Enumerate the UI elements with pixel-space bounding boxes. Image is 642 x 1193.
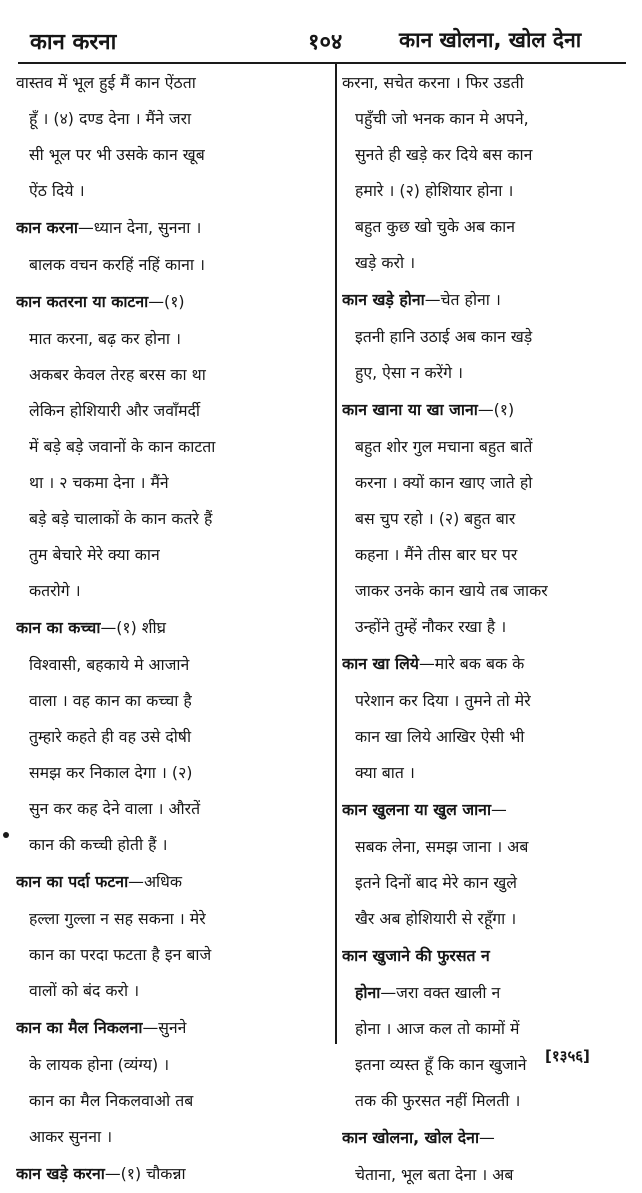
line-text: करना, सचेत करना । फिर उडती: [342, 73, 524, 92]
line-text: कान का मैल निकलवाओ तब: [29, 1091, 194, 1110]
text-line: [342, 537, 630, 573]
line-text: था । २ चकमा देना । मैंने: [29, 473, 169, 492]
line-text: बहुत कुछ खो चुके अब कान: [355, 217, 515, 236]
text-line: [342, 719, 630, 755]
text-line: [342, 865, 630, 901]
text-line: [342, 355, 630, 391]
text-line: [342, 173, 630, 209]
headword: कान खड़े होना: [342, 290, 425, 309]
text-line: [342, 245, 630, 281]
headword: कान खुलना या खुल जाना: [342, 800, 492, 819]
text-line: [342, 755, 630, 791]
text-line: [16, 719, 330, 755]
text-line: [342, 573, 630, 609]
line-text: कान का परदा फटता है इन बाजे: [29, 945, 212, 964]
line-text: —ध्यान देना, सुनना ।: [77, 218, 202, 237]
text-line: [16, 791, 330, 827]
text-line: [342, 465, 630, 501]
line-text: सुनते ही खड़े कर दिये बस कान: [355, 145, 533, 164]
text-line: [16, 647, 330, 683]
line-text: चेताना, भूल बता देना । अब: [355, 1165, 514, 1184]
line-text: —(१) चौकन्ना: [104, 1164, 186, 1183]
right-column: [342, 64, 630, 1193]
line-text: कतरोगे ।: [29, 581, 81, 600]
footer-code: [१३५६]: [545, 1047, 590, 1065]
line-text: तुम्हारे कहते ही वह उसे दोषी: [29, 727, 192, 746]
text-line: [342, 1157, 630, 1193]
headword: कान खाना या खा जाना: [342, 400, 478, 419]
line-text: बहुत शोर गुल मचाना बहुत बातें: [355, 437, 533, 456]
text-line: [16, 827, 330, 863]
line-text: —मारे बक बक के: [418, 654, 525, 673]
line-text: हमारे । (२) होशियार होना ।: [355, 181, 514, 200]
line-text: क्या बात ।: [355, 763, 415, 782]
entry-line: [342, 391, 630, 429]
line-text: ऐंठ दिये ।: [29, 181, 85, 200]
line-text: वालों को बंद करो ।: [29, 981, 140, 1000]
line-text: आकर सुनना ।: [29, 1127, 113, 1146]
line-text: हल्ला गुल्ला न सह सकना । मेरे: [29, 909, 206, 928]
text-line: [16, 321, 330, 357]
line-text: हुए, ऐसा न करेंगे ।: [355, 363, 463, 382]
text-line: [342, 1011, 630, 1047]
line-text: —(१) शीघ्र: [100, 618, 166, 637]
line-text: इतने दिनों बाद मेरे कान खुले: [355, 873, 518, 892]
left-column: [16, 64, 330, 1193]
line-text: लेकिन होशियारी और जवाँमर्दी: [29, 401, 201, 420]
entry-line: [16, 863, 330, 901]
entry-line: [342, 645, 630, 683]
text-line: [16, 501, 330, 537]
text-line: [16, 64, 330, 101]
text-line: [16, 429, 330, 465]
text-line: [16, 465, 330, 501]
line-text: —सुनने: [142, 1018, 187, 1037]
entry-line: [16, 283, 330, 321]
line-text: करना । क्यों कान खाए जाते हो: [355, 473, 533, 492]
line-text: इतनी हानि उठाई अब कान खड़े: [355, 327, 533, 346]
line-text: में बड़े बड़े जवानों के कान काटता: [29, 437, 216, 456]
text-line: [16, 573, 330, 609]
line-text: खैर अब होशियारी से रहूँगा ।: [355, 909, 517, 928]
header-right-guide-word: कान खोलना, खोल देना: [399, 28, 582, 52]
line-text: होना । आज कल तो कामों में: [355, 1019, 520, 1038]
line-text: हूँ । (४) दण्ड देना । मैंने जरा: [29, 109, 192, 128]
header-left-guide-word: कान करना: [30, 30, 117, 55]
line-text: कान खा लिये आखिर ऐसी भी: [355, 727, 525, 746]
line-text: —जरा वक्त खाली न: [380, 983, 501, 1002]
headword: कान कतरना या काटना: [16, 292, 149, 311]
text-line: [16, 101, 330, 137]
line-text: पहुँची जो भनक कान मे अपने,: [355, 109, 529, 128]
headword: कान खुजाने की फुरसत न: [342, 946, 490, 965]
line-text: कहना । मैंने तीस बार घर पर: [355, 545, 518, 564]
text-line: [342, 209, 630, 245]
entry-line: [342, 791, 630, 829]
entry-line: [16, 209, 330, 247]
text-line: [16, 1119, 330, 1155]
text-line: [342, 64, 630, 101]
line-text: —(१): [148, 292, 185, 311]
line-text: बड़े बड़े चालाकों के कान कतरे हैं: [29, 509, 213, 528]
line-text: वाला । वह कान का कच्चा है: [29, 691, 192, 710]
line-text: तक की फुरसत नहीं मिलती ।: [355, 1091, 521, 1110]
text-line: [16, 393, 330, 429]
running-header: [0, 0, 642, 62]
line-text: विश्वासी, बहकाये मे आजाने: [29, 655, 190, 674]
text-line: [16, 1047, 330, 1083]
text-line: [342, 501, 630, 537]
text-line: [342, 683, 630, 719]
text-line: [342, 975, 630, 1011]
line-text: बस चुप रहो । (२) बहुत बार: [355, 509, 516, 528]
line-text: —चेत होना ।: [424, 290, 501, 309]
entry-line: [16, 609, 330, 647]
line-text: परेशान कर दिया । तुमने तो मेरे: [355, 691, 531, 710]
line-text: बालक वचन करहिं नहिं काना ।: [29, 255, 206, 274]
line-text: समझ कर निकाल देगा । (२): [29, 763, 193, 782]
entry-line: [342, 281, 630, 319]
line-text: —: [479, 1128, 495, 1147]
text-line: [342, 829, 630, 865]
headword: कान खड़े करना: [16, 1164, 105, 1183]
line-text: जाकर उनके कान खाये तब जाकर: [355, 581, 548, 600]
text-line: [16, 537, 330, 573]
text-line: [16, 173, 330, 209]
column-divider: [335, 62, 337, 1044]
text-line: [16, 137, 330, 173]
line-text: अकबर केवल तेरह बरस का था: [29, 365, 206, 384]
margin-dot: [3, 832, 9, 838]
text-line: [342, 101, 630, 137]
line-text: तुम बेचारे मेरे क्या कान: [29, 545, 160, 564]
headword: कान का पर्दा फटना: [16, 872, 129, 891]
entry-line: [342, 937, 630, 975]
page-number: १०४: [308, 30, 343, 55]
text-line: [342, 137, 630, 173]
text-line: [342, 901, 630, 937]
headword: कान करना: [16, 218, 78, 237]
line-text: सुन कर कह देने वाला । औरतें: [29, 799, 201, 818]
text-line: [16, 973, 330, 1009]
text-line: [342, 429, 630, 465]
line-text: —: [491, 800, 507, 819]
text-line: [16, 1083, 330, 1119]
line-text: इतना व्यस्त हूँ कि कान खुजाने: [355, 1055, 527, 1074]
text-line: [16, 357, 330, 393]
entry-line: [16, 1009, 330, 1047]
line-text: —अधिक: [128, 872, 182, 891]
headword: होना: [355, 983, 381, 1002]
text-line: [16, 755, 330, 791]
line-text: सी भूल पर भी उसके कान खूब: [29, 145, 205, 164]
line-text: —(१): [477, 400, 515, 419]
line-text: मात करना, बढ़ कर होना ।: [29, 329, 181, 348]
entry-line: [342, 1119, 630, 1157]
text-line: [16, 247, 330, 283]
line-text: के लायक होना (व्यंग्य) ।: [29, 1055, 170, 1074]
entry-line: [16, 1155, 330, 1193]
text-line: [342, 319, 630, 355]
headword: कान खा लिये: [342, 654, 419, 673]
text-line: [342, 1083, 630, 1119]
line-text: खड़े करो ।: [355, 253, 416, 272]
headword: कान का मैल निकलना: [16, 1018, 143, 1037]
text-line: [342, 609, 630, 645]
line-text: कान की कच्ची होती हैं ।: [29, 835, 168, 854]
line-text: सबक लेना, समझ जाना । अब: [355, 837, 529, 856]
line-text: वास्तव में भूल हुई मैं कान ऐंठता: [16, 73, 196, 92]
text-line: [16, 683, 330, 719]
line-text: उन्होंने तुम्हें नौकर रखा है ।: [355, 617, 507, 636]
headword: कान का कच्चा: [16, 618, 101, 637]
text-line: [16, 937, 330, 973]
text-line: [16, 901, 330, 937]
headword: कान खोलना, खोल देना: [342, 1128, 480, 1147]
